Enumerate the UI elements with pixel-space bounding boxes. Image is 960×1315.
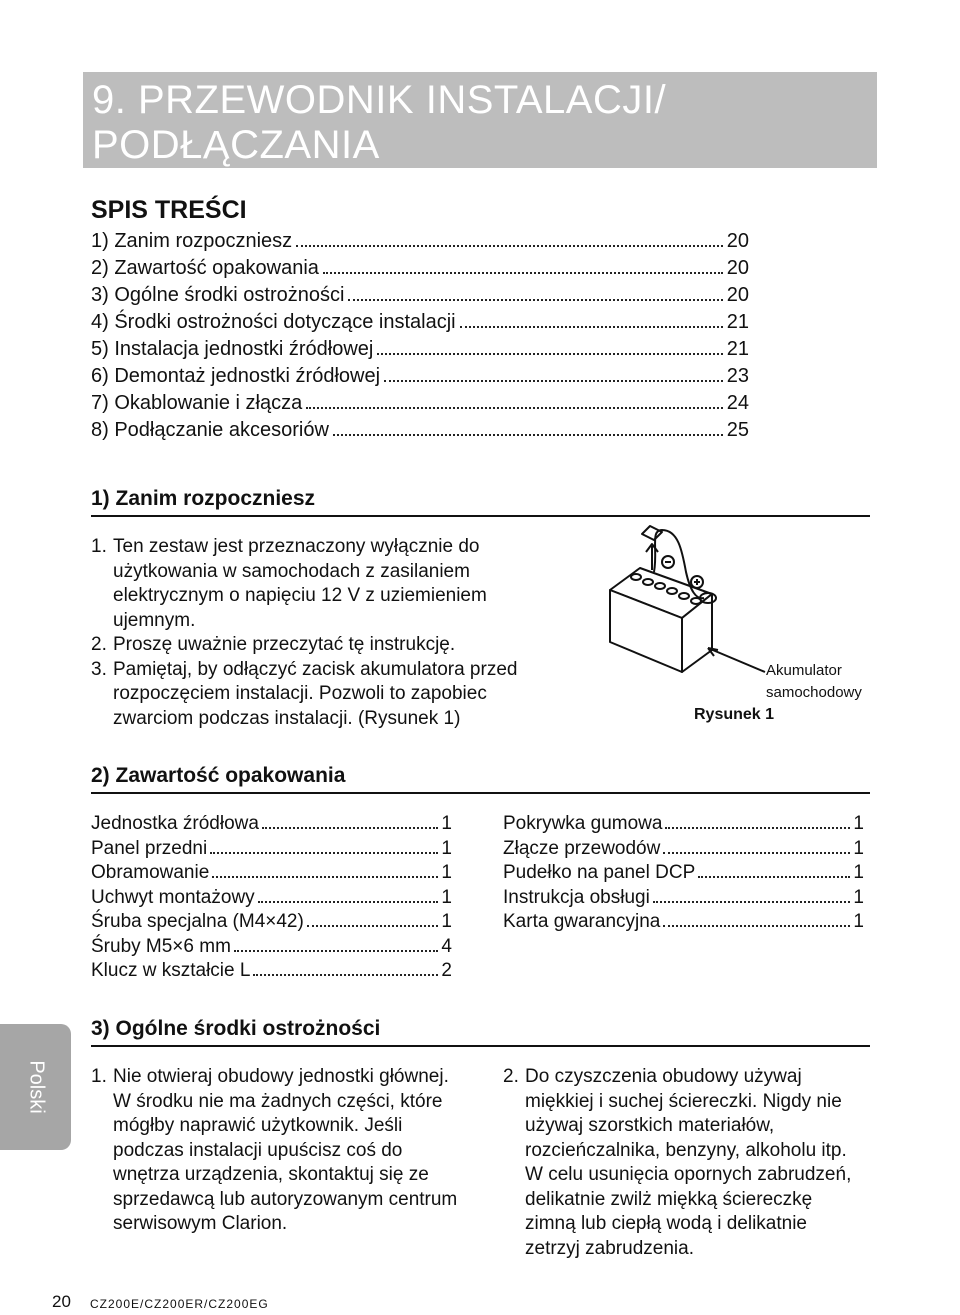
list-item (503, 1065, 863, 1261)
toc-item-page: 21 (726, 338, 749, 360)
contents-list-left (91, 812, 452, 984)
language-tab (0, 1024, 71, 1150)
list-item (91, 535, 561, 633)
contents-item-label: Jednostka źródłowa (91, 813, 259, 834)
contents-item (91, 861, 452, 886)
toc-item-label: 7) Okablowanie i złącza (91, 392, 303, 414)
contents-item (91, 935, 452, 960)
contents-item-qty: 1 (853, 911, 864, 932)
contents-item (91, 886, 452, 911)
contents-item-label: Klucz w kształcie L (91, 960, 251, 981)
contents-item (503, 861, 864, 886)
toc-leader (384, 380, 723, 382)
section-3-title: 3) Ogólne środki ostrożności (91, 1017, 381, 1040)
contents-item-qty: 4 (441, 935, 452, 957)
contents-item (91, 959, 452, 984)
section-2-rule (91, 792, 870, 794)
list-item-text: Proszę uważnie przeczytać tę instrukcję. (113, 634, 456, 655)
contents-item (503, 910, 864, 935)
toc-item-page: 24 (726, 392, 749, 414)
section-3-list-right (503, 1065, 863, 1261)
toc-title: SPIS TREŚCI (91, 196, 247, 224)
contents-item-label: Karta gwarancyjna (503, 911, 661, 932)
contents-leader (663, 925, 850, 927)
list-item-number: 1. (91, 536, 107, 557)
contents-item-label: Panel przedni (91, 837, 208, 859)
toc-leader (348, 299, 722, 301)
toc-item (91, 336, 749, 363)
toc-item-label: 4) Środki ostrożności dotyczące instalacji (91, 311, 456, 333)
contents-item (91, 910, 452, 935)
contents-item-qty: 1 (441, 886, 452, 908)
contents-item-qty: 1 (853, 886, 864, 908)
contents-item-label: Pokrywka gumowa (503, 813, 663, 834)
language-tab-label: Polski (25, 1060, 47, 1114)
contents-item (503, 812, 864, 837)
toc-item (91, 309, 749, 336)
toc-item (91, 255, 749, 282)
list-item-number: 2. (503, 1066, 519, 1087)
toc-item-label: 5) Instalacja jednostki źródłowej (91, 338, 374, 360)
section-3-list-left (91, 1065, 471, 1237)
contents-item (503, 886, 864, 911)
contents-item-qty: 1 (853, 813, 864, 834)
list-item-number: 3. (91, 658, 107, 680)
section-3-rule (91, 1045, 870, 1047)
toc-item (91, 282, 749, 309)
contents-item-label: Instrukcja obsługi (503, 886, 650, 908)
contents-item (91, 812, 452, 837)
toc-item-label: 1) Zanim rozpoczniesz (91, 230, 293, 252)
contents-item-qty: 1 (853, 837, 864, 859)
figure-label-line2: samochodowy (766, 684, 862, 701)
toc-item (91, 228, 749, 255)
contents-item-qty: 1 (441, 911, 452, 932)
toc-item (91, 417, 749, 444)
contents-leader (663, 852, 850, 854)
toc-item-label: 8) Podłączanie akcesoriów (91, 419, 329, 441)
contents-item-label: Obramowanie (91, 862, 210, 883)
contents-leader (307, 925, 439, 927)
table-of-contents (91, 228, 749, 444)
contents-leader (665, 827, 850, 829)
list-item-text: Do czyszczenia obudowy używaj miękkiej i suchej ściereczki. Nigdy nie używaj szorstkich materiałów, rozcieńczalnika, benzyny, alkoholu itp. W celu usunięcia opornych zabrudzeń, delikatnie zwilż miękką ściereczkę zimną lub ciepłą wodą i delikatnie zetrzyj zabrudzenia. (525, 1066, 852, 1259)
page-title: 9. PRZEWODNIK INSTALACJI/ PODŁĄCZANIA (92, 78, 667, 167)
contents-leader (653, 901, 851, 903)
toc-item (91, 390, 749, 417)
contents-item (503, 837, 864, 862)
contents-item-label: Śruba specjalna (M4×42) (91, 911, 304, 932)
contents-item (91, 837, 452, 862)
toc-item (91, 363, 749, 390)
contents-leader (212, 876, 438, 878)
contents-leader (234, 950, 439, 952)
list-item-number: 2. (91, 634, 107, 655)
toc-leader (306, 407, 723, 409)
contents-list-right (503, 812, 864, 935)
section-2-title: 2) Zawartość opakowania (91, 764, 346, 787)
section-1-rule (91, 515, 870, 517)
contents-item-label: Złącze przewodów (503, 837, 661, 859)
toc-item-page: 20 (726, 230, 749, 252)
toc-leader (460, 326, 723, 328)
contents-leader (698, 876, 850, 878)
toc-leader (333, 434, 723, 436)
list-item (91, 1065, 471, 1237)
list-item-text: Pamiętaj, by odłączyć zacisk akumulatora przed rozpoczęciem instalacji. Pozwoli to zapobiec zwarciom podczas instalacji. (Rysunek 1) (113, 658, 518, 729)
contents-item-qty: 1 (853, 862, 864, 883)
list-item (91, 658, 561, 732)
page-number: 20 (52, 1292, 71, 1311)
figure-label-line1: Akumulator (766, 662, 842, 679)
list-item-text: Ten zestaw jest przeznaczony wyłącznie do użytkowania w samochodach z zasilaniem elektrycznym o napięciu 12 V z uziemieniem ujemnym. (113, 536, 487, 631)
model-name: CZ200E/CZ200ER/CZ200EG (90, 1297, 269, 1311)
toc-item-page: 20 (726, 284, 749, 306)
figure-caption: Rysunek 1 (694, 706, 775, 723)
contents-item-qty: 2 (441, 960, 452, 981)
section-1-list (91, 535, 561, 731)
toc-item-page: 21 (726, 311, 749, 333)
list-item (91, 633, 561, 658)
contents-item-label: Śruby M5×6 mm (91, 935, 231, 957)
section-1-title: 1) Zanim rozpoczniesz (91, 487, 316, 510)
toc-leader (296, 245, 723, 247)
toc-item-label: 6) Demontaż jednostki źródłowej (91, 365, 381, 387)
contents-item-label: Uchwyt montażowy (91, 886, 255, 908)
contents-leader (262, 827, 438, 829)
contents-leader (210, 852, 438, 854)
contents-leader (253, 974, 438, 976)
contents-item-qty: 1 (441, 862, 452, 883)
toc-leader (377, 353, 722, 355)
contents-item-label: Pudełko na panel DCP (503, 862, 696, 883)
list-item-text: Nie otwieraj obudowy jednostki głównej. W środku nie ma żadnych części, które mógłby naprawić użytkownik. Jeśli podczas instalacji upuścisz coś do wnętrza urządzenia, skontaktuj się ze sprzedawcą lub autoryzowanym centrum serwisowym Clarion. (113, 1066, 458, 1234)
contents-item-qty: 1 (441, 837, 452, 859)
contents-leader (258, 901, 439, 903)
toc-item-label: 3) Ogólne środki ostrożności (91, 284, 345, 306)
list-item-number: 1. (91, 1066, 107, 1087)
toc-item-page: 23 (726, 365, 749, 387)
toc-item-page: 25 (726, 419, 749, 441)
toc-leader (323, 272, 723, 274)
toc-item-label: 2) Zawartość opakowania (91, 257, 319, 279)
toc-item-page: 20 (726, 257, 749, 279)
contents-item-qty: 1 (441, 813, 452, 834)
